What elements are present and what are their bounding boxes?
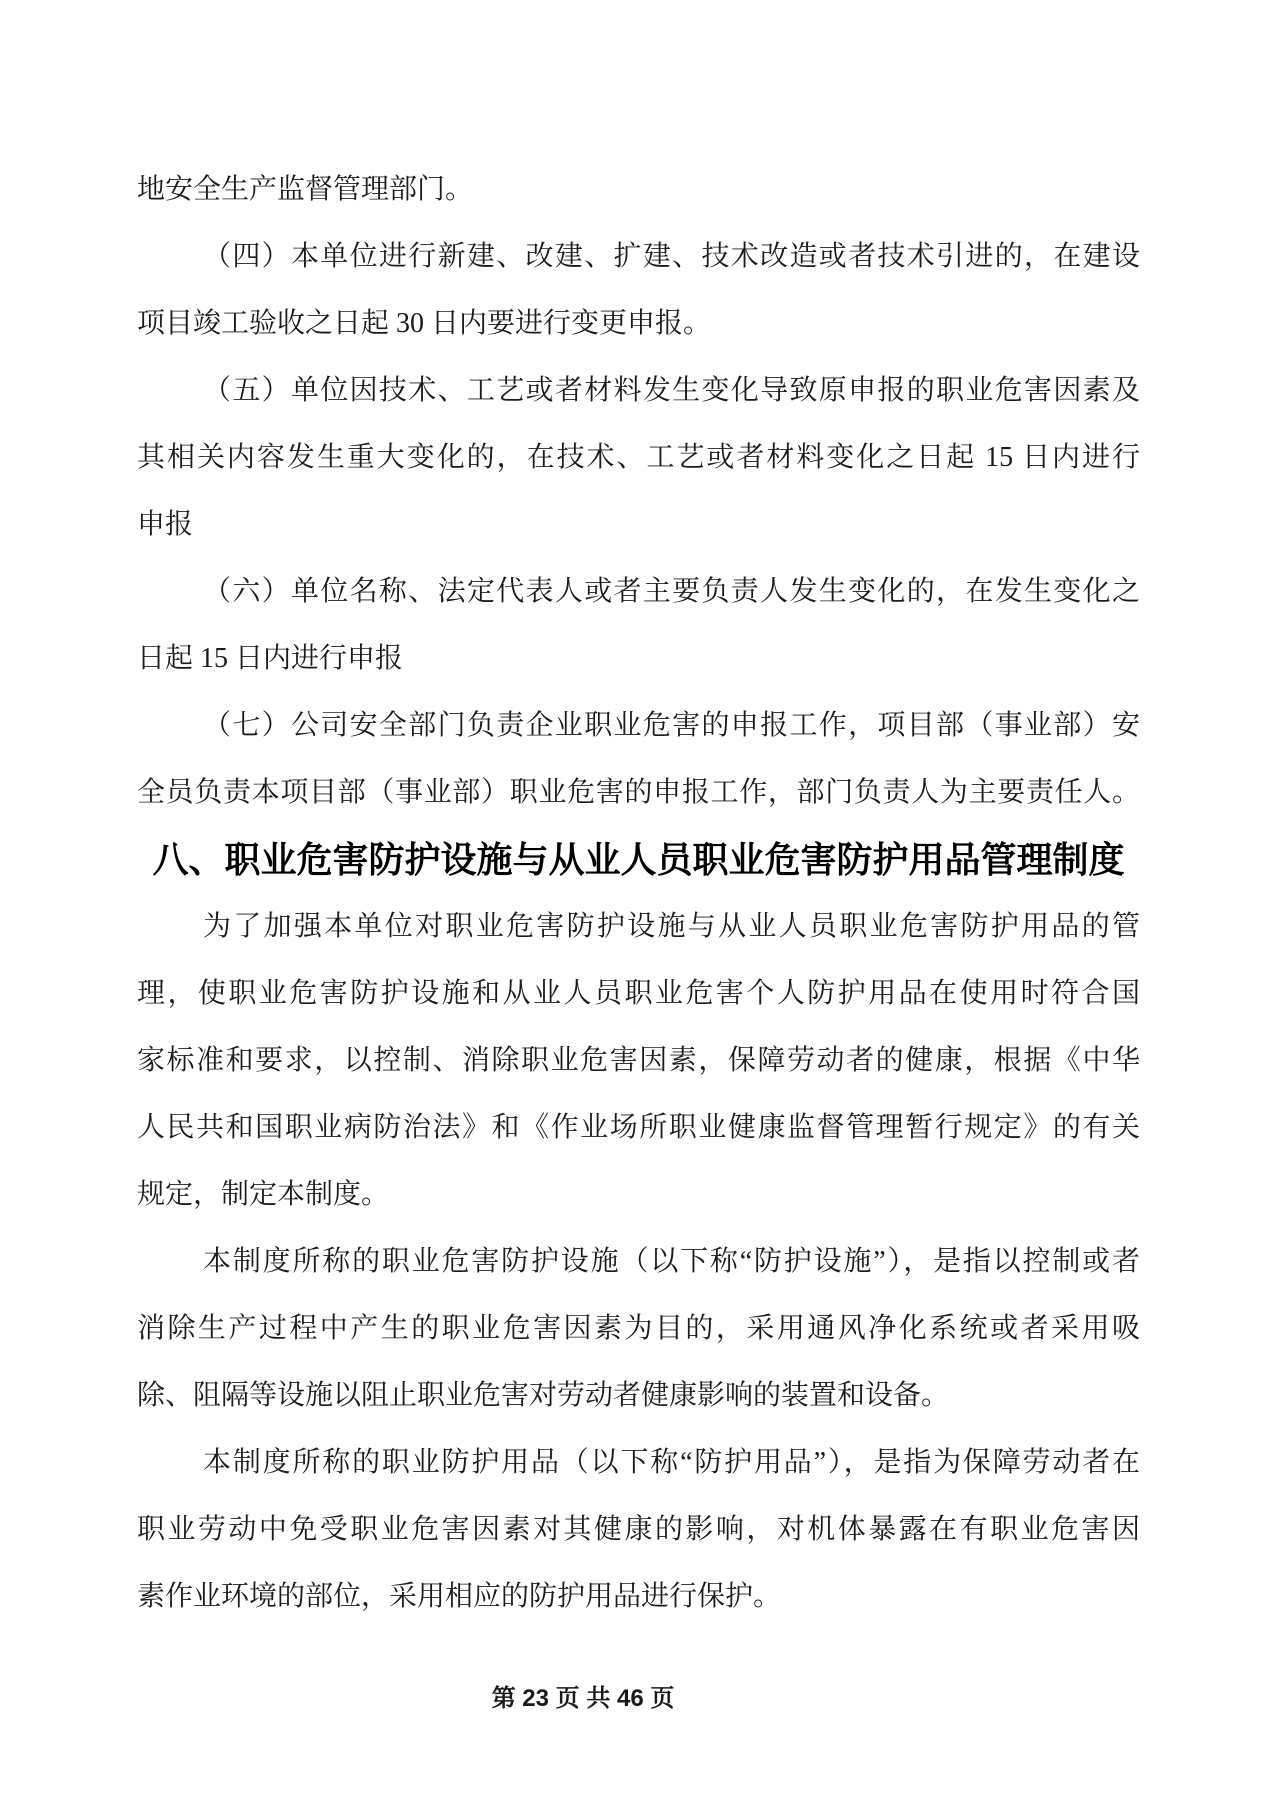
text-line: 规定，制定本制度。 [137,1179,390,1210]
text-line: 申报 [137,509,194,540]
text-line: 其相关内容发生重大变化的，在技术、工艺或者材料变化之日起 15 日内进行 [137,442,1140,473]
text-line: 理，使职业危害防护设施和从业人员职业危害个人防护用品在使用时符合国 [137,978,1140,1009]
text-line: 人民共和国职业病防治法》和《作业场所职业健康监督管理暂行规定》的有关 [137,1112,1140,1143]
text-line: （四）本单位进行新建、改建、扩建、技术改造或者技术引进的，在建设 [203,241,1140,272]
page-number-text: 第 23 页 共 46 页 [491,1685,675,1712]
text-line: 全员负责本项目部（事业部）职业危害的申报工作，部门负责人为主要责任人。 [137,777,1140,808]
text-line: 消除生产过程中产生的职业危害因素为目的，采用通风净化系统或者采用吸 [137,1313,1140,1344]
text-line: （五）单位因技术、工艺或者材料发生变化导致原申报的职业危害因素及 [203,375,1140,406]
text-line: 本制度所称的职业危害防护设施（以下称“防护设施”），是指以控制或者 [203,1246,1140,1277]
text-line: 地安全生产监督管理部门。 [137,174,474,205]
page-footer [0,1684,1166,1714]
text-line: 为了加强本单位对职业危害防护设施与从业人员职业危害防护用品的管 [203,911,1140,942]
document-body [137,156,1140,1630]
text-line: （六）单位名称、法定代表人或者主要负责人发生变化的，在发生变化之 [203,576,1140,607]
text-line: 除、阻隔等设施以阻止职业危害对劳动者健康影响的装置和设备。 [137,1380,950,1411]
text-line: 日起 15 日内进行申报 [137,643,404,674]
text-line: 职业劳动中免受职业危害因素对其健康的影响，对机体暴露在有职业危害因 [137,1514,1140,1545]
section-heading: 八、职业危害防护设施与从业人员职业危害防护用品管理制度 [152,839,1125,880]
text-line: （七）公司安全部门负责企业职业危害的申报工作，项目部（事业部）安 [203,710,1140,741]
text-line: 家标准和要求，以控制、消除职业危害因素，保障劳动者的健康，根据《中华 [137,1045,1140,1076]
text-line: 本制度所称的职业防护用品（以下称“防护用品”），是指为保障劳动者在 [203,1447,1140,1478]
text-line: 素作业环境的部位，采用相应的防护用品进行保护。 [137,1581,782,1612]
text-line: 项目竣工验收之日起 30 日内要进行变更申报。 [137,308,712,339]
